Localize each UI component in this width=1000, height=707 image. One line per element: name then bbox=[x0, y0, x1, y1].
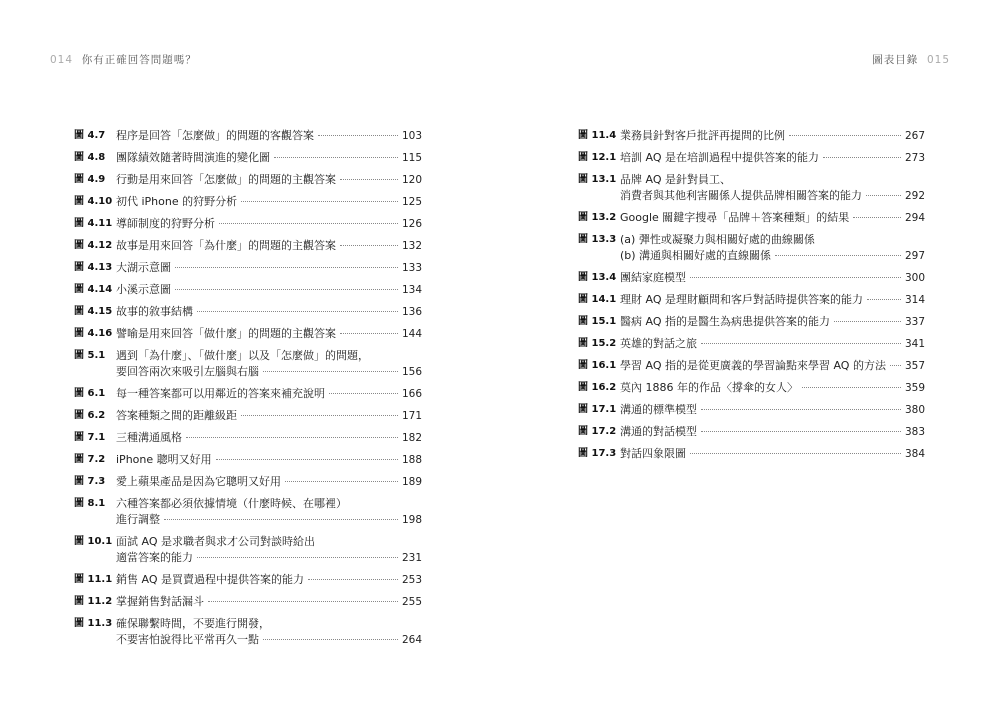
figure-number: 圖 13.2 bbox=[578, 212, 617, 223]
figure-caption: 品牌 AQ 是針對員工、 bbox=[620, 173, 731, 186]
figure-number: 圖 7.1 bbox=[74, 432, 106, 443]
dot-leader bbox=[823, 157, 901, 158]
entry-line bbox=[620, 380, 925, 396]
figure-number: 圖 7.3 bbox=[74, 476, 106, 487]
toc-entry bbox=[74, 534, 422, 566]
page-ref: 292 bbox=[904, 190, 925, 202]
figure-caption: 答案種類之間的距離級距 bbox=[116, 409, 237, 422]
page-ref: 264 bbox=[401, 634, 422, 646]
page-ref: 380 bbox=[904, 404, 925, 416]
entry-body bbox=[116, 172, 422, 188]
page-ref: 255 bbox=[401, 596, 422, 608]
toc-entry bbox=[578, 358, 925, 374]
entry-body bbox=[116, 238, 422, 254]
entry-line bbox=[116, 216, 422, 232]
figure-number: 圖 13.1 bbox=[578, 174, 617, 185]
page-ref: 198 bbox=[401, 514, 422, 526]
page-ref: 126 bbox=[401, 218, 422, 230]
figure-number: 圖 17.3 bbox=[578, 448, 617, 459]
figure-caption: 掌握銷售對話漏斗 bbox=[116, 595, 204, 608]
figure-number: 圖 17.1 bbox=[578, 404, 617, 415]
toc-entry bbox=[74, 216, 422, 232]
figure-number: 圖 12.1 bbox=[578, 152, 617, 163]
figure-number: 圖 4.9 bbox=[74, 174, 106, 185]
page-ref: 188 bbox=[401, 454, 422, 466]
page-ref: 120 bbox=[401, 174, 422, 186]
figure-number: 圖 6.1 bbox=[74, 388, 106, 399]
page-ref: 337 bbox=[904, 316, 925, 328]
entry-line bbox=[116, 128, 422, 144]
entry-line bbox=[620, 232, 925, 248]
entry-line bbox=[620, 446, 925, 462]
entry-body bbox=[116, 348, 422, 380]
figure-caption: 譬喻是用來回答「做什麼」的問題的主觀答案 bbox=[116, 327, 336, 340]
figure-caption: 導師制度的狩野分析 bbox=[116, 217, 215, 230]
page-ref: 132 bbox=[401, 240, 422, 252]
toc-entry bbox=[578, 292, 925, 308]
figure-number: 圖 11.3 bbox=[74, 618, 113, 629]
entry-body bbox=[620, 424, 925, 440]
figure-caption: (a) 彈性或凝聚力與相關好處的曲線關係 bbox=[620, 233, 815, 246]
figure-caption: 三種溝通風格 bbox=[116, 431, 182, 444]
figure-caption: Google 關鍵字搜尋「品牌＋答案種類」的結果 bbox=[620, 211, 850, 224]
figure-number: 圖 8.1 bbox=[74, 498, 106, 509]
entry-line bbox=[116, 282, 422, 298]
figure-number: 圖 7.2 bbox=[74, 454, 106, 465]
entry-line bbox=[620, 172, 925, 188]
entry-body bbox=[620, 128, 925, 144]
toc-entry bbox=[74, 172, 422, 188]
dot-leader bbox=[866, 195, 901, 196]
page-number: 015 bbox=[926, 54, 950, 66]
dot-leader bbox=[890, 365, 901, 366]
entry-body bbox=[116, 408, 422, 424]
entry-body bbox=[116, 386, 422, 402]
entry-body bbox=[116, 194, 422, 210]
toc-entry bbox=[578, 314, 925, 330]
page-ref: 357 bbox=[904, 360, 925, 372]
entry-line bbox=[116, 496, 422, 512]
toc-entry bbox=[74, 348, 422, 380]
figure-number: 圖 10.1 bbox=[74, 536, 113, 547]
figure-caption: 業務員針對客戶批評再提問的比例 bbox=[620, 129, 785, 142]
figure-caption: 小溪示意圖 bbox=[116, 283, 171, 296]
entry-body bbox=[116, 150, 422, 166]
dot-leader bbox=[867, 299, 901, 300]
toc-entry bbox=[578, 424, 925, 440]
toc-entry bbox=[74, 304, 422, 320]
running-header bbox=[50, 52, 197, 67]
entry-line bbox=[116, 452, 422, 468]
entry-body bbox=[116, 616, 422, 648]
figure-caption: 溝通的對話模型 bbox=[620, 425, 697, 438]
entry-body bbox=[620, 358, 925, 374]
dot-leader bbox=[186, 437, 398, 438]
page-ref: 156 bbox=[401, 366, 422, 378]
figure-caption: 團結家庭模型 bbox=[620, 271, 686, 284]
page-ref: 115 bbox=[401, 152, 422, 164]
figure-caption: 故事是用來回答「為什麼」的問題的主觀答案 bbox=[116, 239, 336, 252]
toc-entry bbox=[74, 430, 422, 446]
dot-leader bbox=[853, 217, 901, 218]
toc-entry bbox=[578, 232, 925, 264]
figure-number: 圖 17.2 bbox=[578, 426, 617, 437]
entry-body bbox=[620, 402, 925, 418]
figure-caption: 培訓 AQ 是在培訓過程中提供答案的能力 bbox=[620, 151, 819, 164]
entry-body bbox=[620, 172, 925, 204]
figure-caption: 不要害怕說得比平常再久一點 bbox=[116, 633, 259, 646]
dot-leader bbox=[263, 371, 398, 372]
page-ref: 166 bbox=[401, 388, 422, 400]
figure-caption: 適當答案的能力 bbox=[116, 551, 193, 564]
page-ref: 133 bbox=[401, 262, 422, 274]
dot-leader bbox=[690, 277, 901, 278]
figure-number: 圖 6.2 bbox=[74, 410, 106, 421]
figure-caption: 遇到「為什麼」、「做什麼」以及「怎麼做」的問題， bbox=[116, 349, 369, 362]
dot-leader bbox=[216, 459, 398, 460]
entry-body bbox=[620, 270, 925, 286]
entry-body bbox=[620, 380, 925, 396]
toc-entry bbox=[74, 474, 422, 490]
dot-leader bbox=[263, 639, 398, 640]
page-ref: 189 bbox=[401, 476, 422, 488]
entry-line bbox=[116, 348, 422, 364]
entry-line bbox=[116, 474, 422, 490]
entry-line bbox=[116, 172, 422, 188]
toc-entry bbox=[74, 128, 422, 144]
figure-caption: 莫內 1886 年的作品〈撐傘的女人〉 bbox=[620, 381, 798, 394]
page-ref: 359 bbox=[904, 382, 925, 394]
figure-list bbox=[578, 128, 925, 468]
toc-entry bbox=[578, 402, 925, 418]
page-ref: 125 bbox=[401, 196, 422, 208]
page-ref: 267 bbox=[904, 130, 925, 142]
toc-entry bbox=[74, 194, 422, 210]
entry-body bbox=[116, 216, 422, 232]
figure-list bbox=[74, 128, 422, 654]
page-ref: 231 bbox=[401, 552, 422, 564]
entry-line bbox=[620, 128, 925, 144]
figure-number: 圖 4.15 bbox=[74, 306, 113, 317]
page-ref: 103 bbox=[401, 130, 422, 142]
figure-caption: 要回答兩次來吸引左腦與右腦 bbox=[116, 365, 259, 378]
toc-entry bbox=[578, 172, 925, 204]
entry-body bbox=[620, 210, 925, 226]
toc-entry bbox=[74, 408, 422, 424]
entry-body bbox=[116, 430, 422, 446]
entry-line bbox=[620, 188, 925, 204]
entry-body bbox=[116, 534, 422, 566]
entry-line bbox=[116, 364, 422, 380]
dot-leader bbox=[340, 333, 398, 334]
entry-line bbox=[620, 210, 925, 226]
dot-leader bbox=[701, 409, 901, 410]
right-page bbox=[500, 0, 1000, 707]
figure-caption: (b) 溝通與相關好處的直線關係 bbox=[620, 249, 772, 262]
figure-caption: iPhone 聰明又好用 bbox=[116, 453, 212, 466]
figure-caption: 行動是用來回答「怎麼做」的問題的主觀答案 bbox=[116, 173, 336, 186]
figure-number: 圖 16.1 bbox=[578, 360, 617, 371]
figure-caption: 消費者與其他利害關係人提供品牌相關答案的能力 bbox=[620, 189, 862, 202]
book-title: 你有正確回答問題嗎？ bbox=[81, 54, 197, 66]
toc-entry bbox=[74, 386, 422, 402]
toc-entry bbox=[74, 282, 422, 298]
entry-line bbox=[116, 304, 422, 320]
entry-line bbox=[116, 616, 422, 632]
entry-body bbox=[116, 496, 422, 528]
entry-body bbox=[620, 314, 925, 330]
entry-body bbox=[116, 452, 422, 468]
entry-line bbox=[116, 326, 422, 342]
page-ref: 383 bbox=[904, 426, 925, 438]
dot-leader bbox=[340, 179, 398, 180]
figure-caption: 程序是回答「怎麼做」的問題的客觀答案 bbox=[116, 129, 314, 142]
page-ref: 314 bbox=[904, 294, 925, 306]
entry-body bbox=[116, 304, 422, 320]
entry-body bbox=[620, 336, 925, 352]
entry-body bbox=[620, 150, 925, 166]
dot-leader bbox=[285, 481, 398, 482]
dot-leader bbox=[789, 135, 901, 136]
page-number: 014 bbox=[50, 54, 74, 66]
figure-caption: 理財 AQ 是理財顧問和客戶對話時提供答案的能力 bbox=[620, 293, 863, 306]
dot-leader bbox=[690, 453, 901, 454]
figure-caption: 初代 iPhone 的狩野分析 bbox=[116, 195, 238, 208]
figure-number: 圖 4.16 bbox=[74, 328, 113, 339]
toc-entry bbox=[74, 496, 422, 528]
figure-number: 圖 15.2 bbox=[578, 338, 617, 349]
dot-leader bbox=[175, 289, 398, 290]
figure-caption: 大湖示意圖 bbox=[116, 261, 171, 274]
figure-number: 圖 16.2 bbox=[578, 382, 617, 393]
figure-caption: 面試 AQ 是求職者與求才公司對談時給出 bbox=[116, 535, 315, 548]
toc-entry bbox=[74, 572, 422, 588]
entry-body bbox=[620, 446, 925, 462]
figure-number: 圖 4.8 bbox=[74, 152, 106, 163]
entry-line bbox=[116, 430, 422, 446]
dot-leader bbox=[701, 343, 901, 344]
page-ref: 136 bbox=[401, 306, 422, 318]
dot-leader bbox=[340, 245, 398, 246]
figure-number: 圖 14.1 bbox=[578, 294, 617, 305]
figure-caption: 醫病 AQ 指的是醫生為病患提供答案的能力 bbox=[620, 315, 830, 328]
figure-caption: 溝通的標準模型 bbox=[620, 403, 697, 416]
dot-leader bbox=[329, 393, 398, 394]
entry-line bbox=[116, 194, 422, 210]
entry-body bbox=[620, 292, 925, 308]
figure-number: 圖 13.4 bbox=[578, 272, 617, 283]
entry-line bbox=[116, 572, 422, 588]
toc-entry bbox=[74, 238, 422, 254]
entry-line bbox=[116, 238, 422, 254]
entry-line bbox=[116, 512, 422, 528]
page-ref: 253 bbox=[401, 574, 422, 586]
figure-number: 圖 4.13 bbox=[74, 262, 113, 273]
page-ref: 273 bbox=[904, 152, 925, 164]
dot-leader bbox=[318, 135, 398, 136]
running-header bbox=[872, 52, 950, 67]
figure-number: 圖 4.7 bbox=[74, 130, 106, 141]
dot-leader bbox=[208, 601, 398, 602]
figure-number: 圖 13.3 bbox=[578, 234, 617, 245]
dot-leader bbox=[274, 157, 398, 158]
figure-caption: 進行調整 bbox=[116, 513, 160, 526]
toc-entry bbox=[578, 336, 925, 352]
page-ref: 182 bbox=[401, 432, 422, 444]
entry-line bbox=[620, 424, 925, 440]
page-ref: 341 bbox=[904, 338, 925, 350]
entry-body bbox=[116, 282, 422, 298]
dot-leader bbox=[197, 311, 398, 312]
figure-caption: 團隊績效隨著時間演進的變化圖 bbox=[116, 151, 270, 164]
dot-leader bbox=[164, 519, 398, 520]
entry-line bbox=[116, 632, 422, 648]
figure-number: 圖 5.1 bbox=[74, 350, 106, 361]
figure-number: 圖 4.14 bbox=[74, 284, 113, 295]
figure-caption: 故事的敘事結構 bbox=[116, 305, 193, 318]
dot-leader bbox=[175, 267, 398, 268]
entry-body bbox=[116, 572, 422, 588]
page-ref: 294 bbox=[904, 212, 925, 224]
toc-entry bbox=[578, 270, 925, 286]
toc-entry bbox=[74, 452, 422, 468]
dot-leader bbox=[241, 201, 398, 202]
toc-entry bbox=[578, 150, 925, 166]
page-ref: 171 bbox=[401, 410, 422, 422]
toc-entry bbox=[578, 380, 925, 396]
entry-line bbox=[116, 386, 422, 402]
entry-line bbox=[116, 150, 422, 166]
figure-caption: 學習 AQ 指的是從更廣義的學習論點來學習 AQ 的方法 bbox=[620, 359, 886, 372]
entry-line bbox=[116, 408, 422, 424]
figure-caption: 銷售 AQ 是買賣過程中提供答案的能力 bbox=[116, 573, 304, 586]
figure-caption: 六種答案都必須依據情境（什麼時候、在哪裡） bbox=[116, 497, 347, 510]
figure-number: 圖 11.4 bbox=[578, 130, 617, 141]
entry-line bbox=[620, 150, 925, 166]
entry-line bbox=[116, 260, 422, 276]
page-ref: 297 bbox=[904, 250, 925, 262]
figure-caption: 英雄的對話之旅 bbox=[620, 337, 697, 350]
toc-entry bbox=[578, 446, 925, 462]
entry-line bbox=[116, 550, 422, 566]
figure-number: 圖 11.1 bbox=[74, 574, 113, 585]
entry-line bbox=[116, 534, 422, 550]
toc-entry bbox=[578, 128, 925, 144]
dot-leader bbox=[775, 255, 901, 256]
toc-entry bbox=[74, 150, 422, 166]
figure-caption: 愛上蘋果產品是因為它聰明又好用 bbox=[116, 475, 281, 488]
dot-leader bbox=[219, 223, 398, 224]
entry-line bbox=[620, 270, 925, 286]
dot-leader bbox=[241, 415, 398, 416]
entry-line bbox=[620, 248, 925, 264]
dot-leader bbox=[197, 557, 398, 558]
entry-line bbox=[620, 314, 925, 330]
toc-entry bbox=[74, 260, 422, 276]
dot-leader bbox=[834, 321, 901, 322]
entry-line bbox=[620, 336, 925, 352]
page-ref: 300 bbox=[904, 272, 925, 284]
dot-leader bbox=[802, 387, 901, 388]
page-ref: 384 bbox=[904, 448, 925, 460]
figure-number: 圖 4.11 bbox=[74, 218, 113, 229]
entry-line bbox=[620, 292, 925, 308]
section-title: 圖表目錄 bbox=[872, 54, 919, 66]
page-ref: 144 bbox=[401, 328, 422, 340]
entry-line bbox=[620, 402, 925, 418]
entry-body bbox=[116, 594, 422, 610]
figure-number: 圖 4.10 bbox=[74, 196, 113, 207]
toc-entry bbox=[74, 326, 422, 342]
page-ref: 134 bbox=[401, 284, 422, 296]
figure-number: 圖 11.2 bbox=[74, 596, 113, 607]
toc-entry bbox=[74, 616, 422, 648]
figure-number: 圖 15.1 bbox=[578, 316, 617, 327]
dot-leader bbox=[701, 431, 901, 432]
entry-body bbox=[116, 474, 422, 490]
toc-entry bbox=[74, 594, 422, 610]
entry-body bbox=[116, 326, 422, 342]
entry-body bbox=[116, 260, 422, 276]
figure-number: 圖 4.12 bbox=[74, 240, 113, 251]
dot-leader bbox=[308, 579, 398, 580]
figure-caption: 每一種答案都可以用鄰近的答案來補充說明 bbox=[116, 387, 325, 400]
figure-caption: 確保聯繫時間，不要進行開發， bbox=[116, 617, 270, 630]
entry-line bbox=[620, 358, 925, 374]
figure-caption: 對話四象限圖 bbox=[620, 447, 686, 460]
entry-line bbox=[116, 594, 422, 610]
entry-body bbox=[116, 128, 422, 144]
toc-entry bbox=[578, 210, 925, 226]
entry-body bbox=[620, 232, 925, 264]
